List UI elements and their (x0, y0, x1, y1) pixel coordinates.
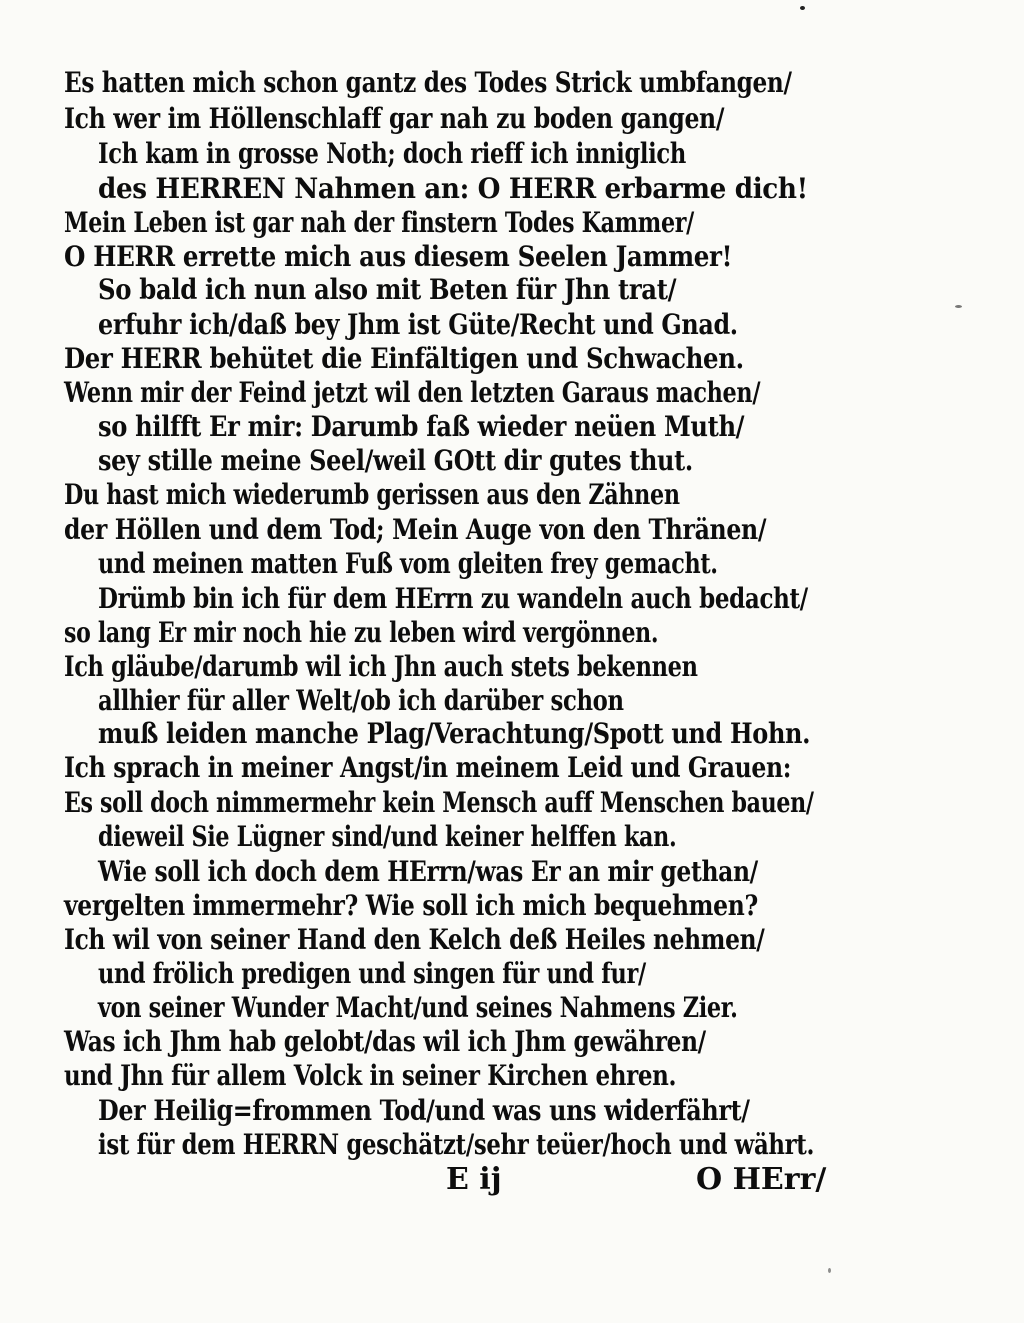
verse-line: muß leiden manche Plag/Verachtung/Spott und Hohn. (98, 717, 811, 750)
verse-line: ist für dem HERRN geschätzt/sehr teüer/hoch und währt. (98, 1128, 815, 1161)
verse-line: vergelten immermehr? Wie soll ich mich bequehmen? (64, 889, 758, 922)
verse-line: so lang Er mir noch hie zu leben wird vergönnen. (64, 616, 659, 649)
verse-line: allhier für aller Welt/ob ich darüber schon (98, 684, 624, 717)
verse-line: Drümb bin ich für dem HErrn zu wandeln auch bedacht/ (98, 582, 808, 615)
verse-line: des HERREN Nahmen an: O HERR erbarme dich! (98, 172, 808, 205)
verse-line: Mein Leben ist gar nah der finstern Todes Kammer/ (64, 206, 694, 239)
verse-line: erfuhr ich/daß bey Jhm ist Güte/Recht und Gnad. (98, 308, 738, 341)
verse-line: der Höllen und dem Tod; Mein Auge von den Thränen/ (64, 513, 767, 546)
ink-speck (828, 1268, 831, 1273)
verse-line: Ich sprach in meiner Angst/in meinem Leid und Grauen: (64, 751, 792, 784)
verse-line: Es soll doch nimmermehr kein Mensch auff Menschen bauen/ (64, 786, 814, 819)
verse-line: Wenn mir der Feind jetzt wil den letzten Garaus machen/ (64, 376, 761, 409)
verse-line: O HERR errette mich aus diesem Seelen Jammer! (64, 240, 733, 273)
verse-line: Was ich Jhm hab gelobt/das wil ich Jhm gewähren/ (64, 1025, 706, 1058)
verse-line: Der HERR behütet die Einfältigen und Schwachen. (64, 342, 744, 375)
verse-line: Wie soll ich doch dem HErrn/was Er an mir gethan/ (98, 855, 758, 888)
verse-line: So bald ich nun also mit Beten für Jhn trat/ (98, 273, 677, 306)
verse-line: sey stille meine Seel/weil GOtt dir gutes thut. (98, 444, 693, 477)
verse-line: Ich kam in grosse Noth; doch rieff ich inniglich (98, 137, 686, 170)
catchword: O HErr/ (696, 1162, 827, 1197)
verse-line: von seiner Wunder Macht/und seines Nahmens Zier. (98, 991, 738, 1024)
verse-line: dieweil Sie Lügner sind/und keiner helffen kan. (98, 820, 677, 853)
verse-line: Der Heilig=frommen Tod/und was uns widerfährt/ (98, 1094, 750, 1127)
verse-line: Ich gläube/darumb wil ich Jhn auch stets bekennen (64, 650, 698, 683)
verse-line: Ich wer im Höllenschlaff gar nah zu boden gangen/ (64, 102, 725, 135)
verse-line: Es hatten mich schon gantz des Todes Strick umbfangen/ (64, 66, 792, 99)
ink-speck (800, 6, 805, 10)
verse-line: Du hast mich wiederumb gerissen aus den Zähnen (64, 478, 680, 511)
verse-line: Ich wil von seiner Hand den Kelch deß Heiles nehmen/ (64, 923, 765, 956)
ink-speck (955, 305, 962, 308)
verse-line: und frölich predigen und singen für und fur/ (98, 957, 646, 990)
verse-line: und Jhn für allem Volck in seiner Kirchen ehren. (64, 1059, 677, 1092)
verse-line: so hilfft Er mir: Darumb faß wieder neüen Muth/ (98, 410, 745, 443)
signature-mark: E ij (446, 1162, 502, 1197)
verse-line: und meinen matten Fuß vom gleiten frey gemacht. (98, 547, 718, 580)
